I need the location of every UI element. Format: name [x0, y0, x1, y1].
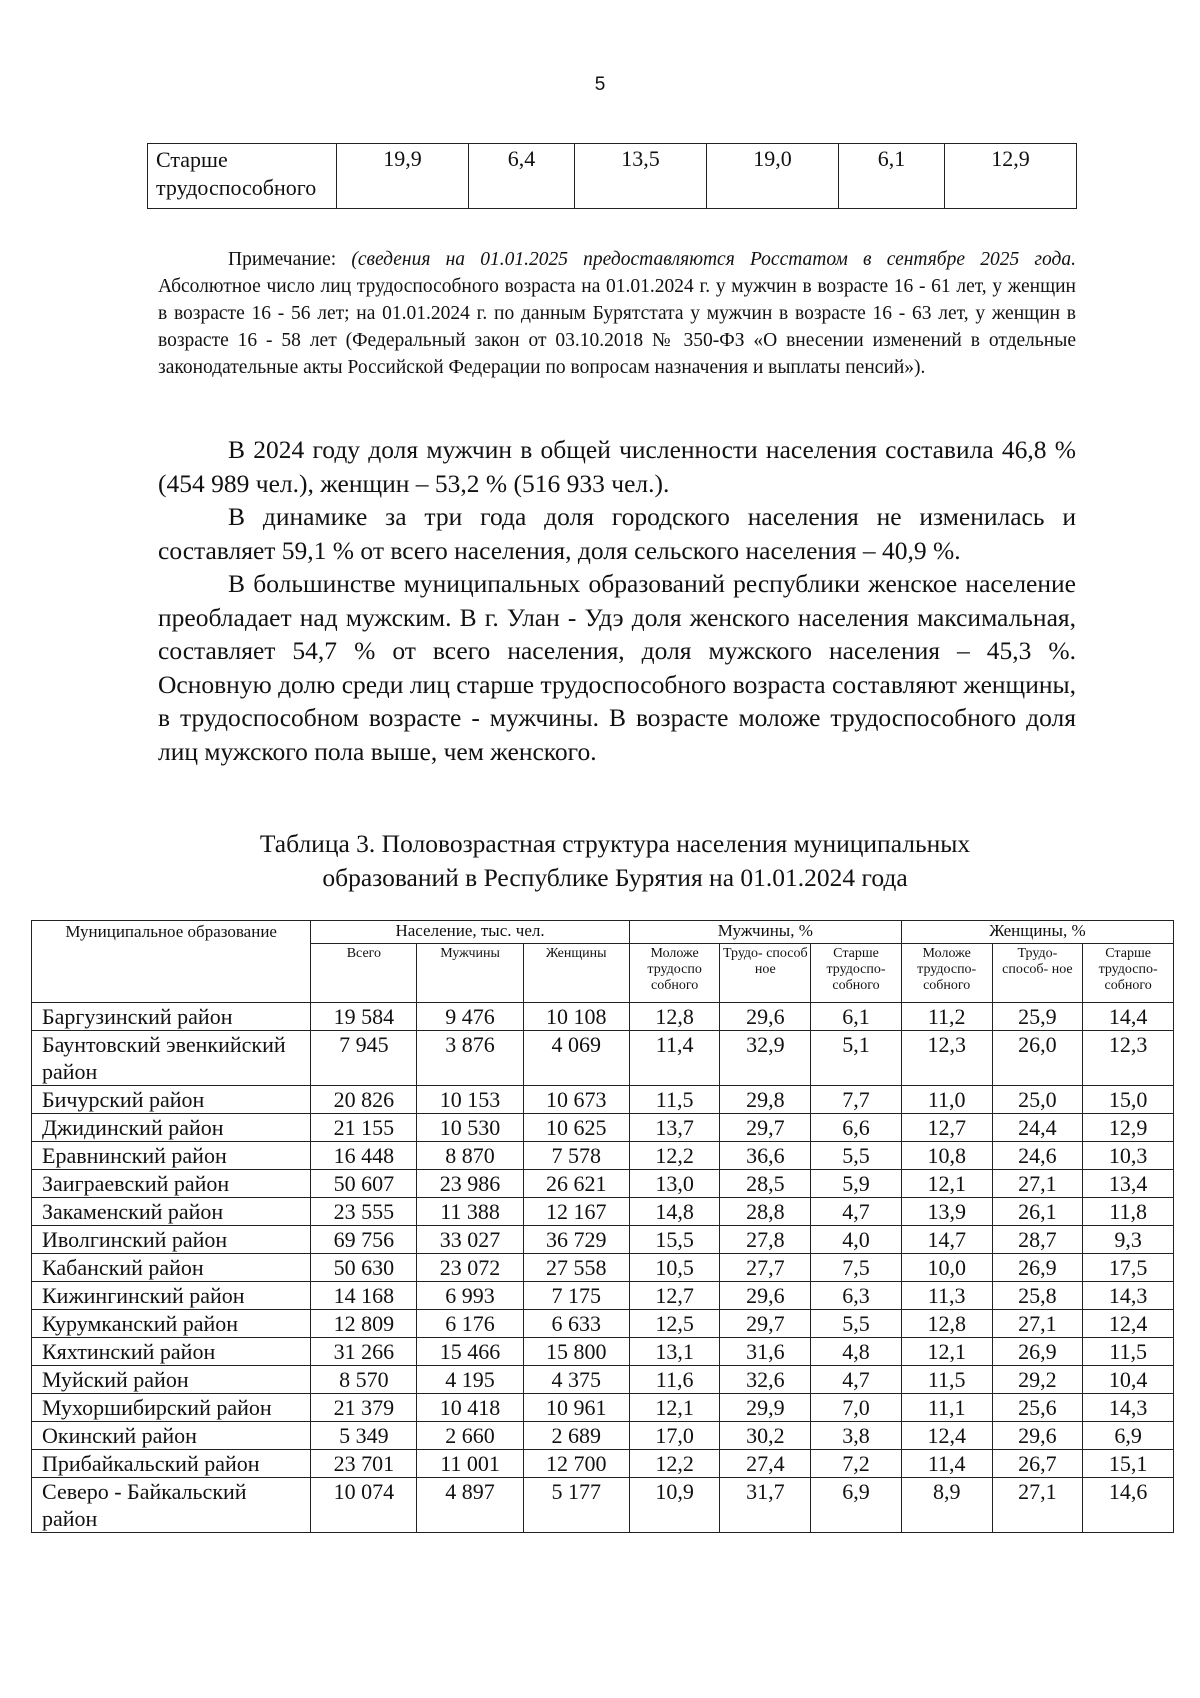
paragraph: В большинстве муниципальных образований республики женское население преобладает над мужским. В г. Улан - Удэ доля женского населения максимальная, составляет 54,7 % от всего населения, доля мужского населения – 45,3 %. Основную долю среди лиц старше трудоспособного возраста составляют женщины, в трудоспособном возрасте - мужчины. В возрасте моложе трудоспособного доля лиц мужского пола выше, чем женского.: [158, 569, 1076, 766]
table-cell: 10 418: [417, 1394, 523, 1422]
column-group-women: Женщины, %: [901, 921, 1173, 944]
table-cell: 11,5: [629, 1086, 720, 1114]
table-cell: 50 607: [311, 1170, 417, 1198]
table-cell: 4 069: [523, 1031, 629, 1086]
table-cell: 29,6: [992, 1422, 1083, 1450]
table-cell: 15 800: [523, 1338, 629, 1366]
table-cell: 9 476: [417, 1003, 523, 1031]
table-cell: 4 375: [523, 1366, 629, 1394]
table-cell: 28,5: [720, 1170, 811, 1198]
table-header-row: [32, 921, 1174, 944]
page-number: 5: [594, 74, 606, 95]
table-cell: 6,4: [469, 144, 575, 209]
table-caption: [120, 827, 1110, 895]
table-cell: 26,0: [992, 1031, 1083, 1086]
table-cell: 7 578: [523, 1142, 629, 1170]
municipality-name: Джидинский район: [32, 1114, 311, 1142]
paragraph: В 2024 году доля мужчин в общей численности населения составила 46,8 % (454 989 чел.), женщин – 53,2 % (516 933 чел.).: [158, 435, 1076, 498]
table-cell: 12,9: [1083, 1114, 1174, 1142]
table-cell: 32,9: [720, 1031, 811, 1086]
municipality-name: Баргузинский район: [32, 1003, 311, 1031]
table-cell: 12,2: [629, 1450, 720, 1478]
table-cell: 50 630: [311, 1254, 417, 1282]
table-cell: 69 756: [311, 1226, 417, 1254]
note-italic: (сведения на 01.01.2025 предоставляются Росстатом в сентябре 2025 года.: [351, 249, 1077, 270]
table-cell: 2 689: [523, 1422, 629, 1450]
table-cell: 31,6: [720, 1338, 811, 1366]
municipality-name: Бичурский район: [32, 1086, 311, 1114]
column-group-population: Население, тыс. чел.: [311, 921, 629, 944]
table-cell: 11,1: [901, 1394, 992, 1422]
table-cell: 14,3: [1083, 1394, 1174, 1422]
table-cell: 10 673: [523, 1086, 629, 1114]
table-cell: 23 555: [311, 1198, 417, 1226]
table-row: [32, 1394, 1174, 1422]
table-cell: 5,5: [811, 1142, 902, 1170]
table-cell: 11 388: [417, 1198, 523, 1226]
table-cell: 6,1: [811, 1003, 902, 1031]
table-cell: 4 195: [417, 1366, 523, 1394]
table-cell: 23 072: [417, 1254, 523, 1282]
table-cell: 27,1: [992, 1310, 1083, 1338]
table-cell: 12,2: [629, 1142, 720, 1170]
table-cell: 10 530: [417, 1114, 523, 1142]
table-cell: 12 700: [523, 1450, 629, 1478]
table-row: [32, 1086, 1174, 1114]
table-cell: 15 466: [417, 1338, 523, 1366]
municipality-name: Кяхтинский район: [32, 1338, 311, 1366]
table-cell: 32,6: [720, 1366, 811, 1394]
table-cell: 5,5: [811, 1310, 902, 1338]
table-cell: 27,1: [992, 1170, 1083, 1198]
table-cell: 10 961: [523, 1394, 629, 1422]
table-cell: 14,7: [901, 1226, 992, 1254]
table-cell: 29,8: [720, 1086, 811, 1114]
table-cell: 12,8: [901, 1310, 992, 1338]
table-row: [32, 1170, 1174, 1198]
body-text: [158, 433, 1076, 768]
note-prefix: Примечание:: [228, 249, 352, 270]
column-header: Всего: [311, 944, 417, 1003]
table-cell: 13,9: [901, 1198, 992, 1226]
table-cell: 12,8: [629, 1003, 720, 1031]
table-cell: 25,6: [992, 1394, 1083, 1422]
table-cell: 25,8: [992, 1282, 1083, 1310]
table-cell: 11,2: [901, 1003, 992, 1031]
table-row: [32, 1031, 1174, 1086]
municipality-name: Кабанский район: [32, 1254, 311, 1282]
table-cell: 12,4: [901, 1422, 992, 1450]
table-cell: 26,9: [992, 1338, 1083, 1366]
table-cell: 4,7: [811, 1198, 902, 1226]
table-cell: 12,1: [629, 1394, 720, 1422]
table-cell: 15,0: [1083, 1086, 1174, 1114]
table-cell: 3,8: [811, 1422, 902, 1450]
table-cell: 6,1: [839, 144, 945, 209]
table-cell: 29,7: [720, 1114, 811, 1142]
table-cell: 36 729: [523, 1226, 629, 1254]
paragraph: В динамике за три года доля городского населения не изменилась и составляет 59,1 % от всего населения, доля сельского населения – 40,9 %.: [158, 502, 1076, 565]
table-cell: 7 175: [523, 1282, 629, 1310]
table-cell: 12,3: [901, 1031, 992, 1086]
table-cell: 10,9: [629, 1478, 720, 1533]
table-cell: 19 584: [311, 1003, 417, 1031]
table-cell: 12,4: [1083, 1310, 1174, 1338]
table-cell: 21 155: [311, 1114, 417, 1142]
table-cell: 23 986: [417, 1170, 523, 1198]
table-cell: 5,9: [811, 1170, 902, 1198]
table-cell: 26 621: [523, 1170, 629, 1198]
table-cell: 10 153: [417, 1086, 523, 1114]
table-cell: 12,9: [944, 144, 1076, 209]
table-cell: 26,1: [992, 1198, 1083, 1226]
table-cell: 11,0: [901, 1086, 992, 1114]
table-cell: 14,3: [1083, 1282, 1174, 1310]
column-header: Моложе трудоспо- собного: [901, 944, 992, 1003]
table-body: [32, 1003, 1174, 1533]
table-cell: 11,4: [901, 1450, 992, 1478]
table-cell: 11,4: [629, 1031, 720, 1086]
table-cell: 12,1: [901, 1170, 992, 1198]
population-table: [31, 920, 1174, 1533]
column-header: Трудо- способ ное: [720, 944, 811, 1003]
table-cell: 13,7: [629, 1114, 720, 1142]
table-cell: 9,3: [1083, 1226, 1174, 1254]
table-cell: 28,7: [992, 1226, 1083, 1254]
column-header: Женщины: [523, 944, 629, 1003]
table-cell: 27,1: [992, 1478, 1083, 1533]
table-cell: 14,4: [1083, 1003, 1174, 1031]
table-cell: 36,6: [720, 1142, 811, 1170]
table-cell: 4,8: [811, 1338, 902, 1366]
municipality-name: Еравнинский район: [32, 1142, 311, 1170]
table-cell: 17,0: [629, 1422, 720, 1450]
column-header-municipality: Муниципальное образование: [32, 921, 311, 1003]
table-cell: 14 168: [311, 1282, 417, 1310]
table-cell: 11 001: [417, 1450, 523, 1478]
table-cell: 5 177: [523, 1478, 629, 1533]
table-row: [148, 144, 1077, 209]
table-cell: 10,4: [1083, 1366, 1174, 1394]
table-cell: 11,8: [1083, 1198, 1174, 1226]
table-cell: 24,4: [992, 1114, 1083, 1142]
table-cell: 19,0: [706, 144, 838, 209]
caption-line: образований в Республике Бурятия на 01.01.2024 года: [322, 863, 908, 892]
table-cell: 13,4: [1083, 1170, 1174, 1198]
table-cell: 7,2: [811, 1450, 902, 1478]
table-cell: 6,6: [811, 1114, 902, 1142]
table-cell: 10 074: [311, 1478, 417, 1533]
table-cell: 5,1: [811, 1031, 902, 1086]
table-cell: 17,5: [1083, 1254, 1174, 1282]
table-row: [32, 1450, 1174, 1478]
table-cell: 12 809: [311, 1310, 417, 1338]
table-cell: 10,3: [1083, 1142, 1174, 1170]
table-row: [32, 1366, 1174, 1394]
top-table-fragment: [147, 143, 1077, 209]
table-cell: 29,9: [720, 1394, 811, 1422]
municipality-name: Заиграевский район: [32, 1170, 311, 1198]
table-cell: 30,2: [720, 1422, 811, 1450]
municipality-name: Кижингинский район: [32, 1282, 311, 1310]
table-cell: 3 876: [417, 1031, 523, 1086]
table-cell: 21 379: [311, 1394, 417, 1422]
municipality-name: Баунтовский эвенкийский район: [32, 1031, 311, 1086]
table-cell: 4 897: [417, 1478, 523, 1533]
table-row: [32, 1003, 1174, 1031]
table-cell: 12 167: [523, 1198, 629, 1226]
table-row: [32, 1310, 1174, 1338]
table-row: [32, 1282, 1174, 1310]
table-cell: 29,6: [720, 1003, 811, 1031]
table-cell: 7,5: [811, 1254, 902, 1282]
table-cell: 14,6: [1083, 1478, 1174, 1533]
table-cell: 14,8: [629, 1198, 720, 1226]
municipality-name: Курумканский район: [32, 1310, 311, 1338]
table-cell: 20 826: [311, 1086, 417, 1114]
note-text: Абсолютное число лиц трудоспособного возраста на 01.01.2024 г. у мужчин в возрасте 16 - 61 лет, у женщин в возрасте 16 - 56 лет; на 01.01.2024 г. по данным Бурятстата у мужчин в возрасте 16 - 63 лет, у женщин в возрасте 16 - 58 лет (Федеральный закон от 03.10.2018 № 350-ФЗ «О внесении изменений в отдельные законодательные акты Российской Федерации по вопросам назначения и выплаты пенсий»).: [158, 276, 1076, 378]
table-cell: 13,1: [629, 1338, 720, 1366]
table-cell: 15,1: [1083, 1450, 1174, 1478]
table-cell: 13,0: [629, 1170, 720, 1198]
note-paragraph: [158, 246, 1076, 381]
table-row: [32, 1338, 1174, 1366]
table-row: [32, 1226, 1174, 1254]
column-header: Старше трудоспо- собного: [1083, 944, 1174, 1003]
table-cell: 6,3: [811, 1282, 902, 1310]
column-header: Трудо- способ- ное: [992, 944, 1083, 1003]
column-group-men: Мужчины, %: [629, 921, 901, 944]
table-row: [32, 1142, 1174, 1170]
table-cell: 12,1: [901, 1338, 992, 1366]
table-cell: 29,6: [720, 1282, 811, 1310]
column-header: Моложе трудоспо собного: [629, 944, 720, 1003]
table-cell: 8,9: [901, 1478, 992, 1533]
caption-line: Таблица 3. Половозрастная структура населения муниципальных: [259, 829, 971, 858]
table-row: [32, 1254, 1174, 1282]
table-cell: 27,8: [720, 1226, 811, 1254]
table-cell: 11,6: [629, 1366, 720, 1394]
table-cell: 10,5: [629, 1254, 720, 1282]
table-cell: 6 176: [417, 1310, 523, 1338]
municipality-name: Муйский район: [32, 1366, 311, 1394]
table-cell: 27,4: [720, 1450, 811, 1478]
table-cell: 12,5: [629, 1310, 720, 1338]
table-cell: 10 108: [523, 1003, 629, 1031]
table-cell: 7,7: [811, 1086, 902, 1114]
table-cell: 11,3: [901, 1282, 992, 1310]
table-cell: 25,9: [992, 1003, 1083, 1031]
table-cell: 6 993: [417, 1282, 523, 1310]
column-header: Старше трудоспо- собного: [811, 944, 902, 1003]
table-cell: 10,8: [901, 1142, 992, 1170]
table-cell: 7,0: [811, 1394, 902, 1422]
table-cell: 24,6: [992, 1142, 1083, 1170]
table-cell: 23 701: [311, 1450, 417, 1478]
table-cell: 12,7: [629, 1282, 720, 1310]
table-cell: 25,0: [992, 1086, 1083, 1114]
municipality-name: Прибайкальский район: [32, 1450, 311, 1478]
table-cell: 10,0: [901, 1254, 992, 1282]
municipality-name: Закаменский район: [32, 1198, 311, 1226]
table-cell: 11,5: [901, 1366, 992, 1394]
table-row: [32, 1422, 1174, 1450]
table-cell: 12,7: [901, 1114, 992, 1142]
municipality-name: Мухоршибирский район: [32, 1394, 311, 1422]
table-cell: 28,8: [720, 1198, 811, 1226]
table-cell: 8 870: [417, 1142, 523, 1170]
table-cell: 31,7: [720, 1478, 811, 1533]
table-cell: 7 945: [311, 1031, 417, 1086]
table-cell: 6 633: [523, 1310, 629, 1338]
table-row: [32, 1198, 1174, 1226]
table-cell: 19,9: [337, 144, 469, 209]
table-cell: 15,5: [629, 1226, 720, 1254]
table-cell: 29,2: [992, 1366, 1083, 1394]
table-cell: 6,9: [1083, 1422, 1174, 1450]
municipality-name: Окинский район: [32, 1422, 311, 1450]
table-cell: 27,7: [720, 1254, 811, 1282]
row-label: Старше трудоспособного: [148, 144, 337, 209]
table-cell: 27 558: [523, 1254, 629, 1282]
table-cell: 4,0: [811, 1226, 902, 1254]
table-cell: 26,9: [992, 1254, 1083, 1282]
table-row: [32, 1478, 1174, 1533]
column-header: Мужчины: [417, 944, 523, 1003]
table-cell: 16 448: [311, 1142, 417, 1170]
table-cell: 5 349: [311, 1422, 417, 1450]
table-cell: 4,7: [811, 1366, 902, 1394]
table-cell: 10 625: [523, 1114, 629, 1142]
table-cell: 6,9: [811, 1478, 902, 1533]
table-cell: 11,5: [1083, 1338, 1174, 1366]
table-cell: 13,5: [574, 144, 706, 209]
municipality-name: Северо - Байкальский район: [32, 1478, 311, 1533]
table-cell: 33 027: [417, 1226, 523, 1254]
table-cell: 2 660: [417, 1422, 523, 1450]
table-cell: 29,7: [720, 1310, 811, 1338]
table-cell: 8 570: [311, 1366, 417, 1394]
municipality-name: Иволгинский район: [32, 1226, 311, 1254]
table-cell: 26,7: [992, 1450, 1083, 1478]
table-row: [32, 1114, 1174, 1142]
table-cell: 12,3: [1083, 1031, 1174, 1086]
table-cell: 31 266: [311, 1338, 417, 1366]
